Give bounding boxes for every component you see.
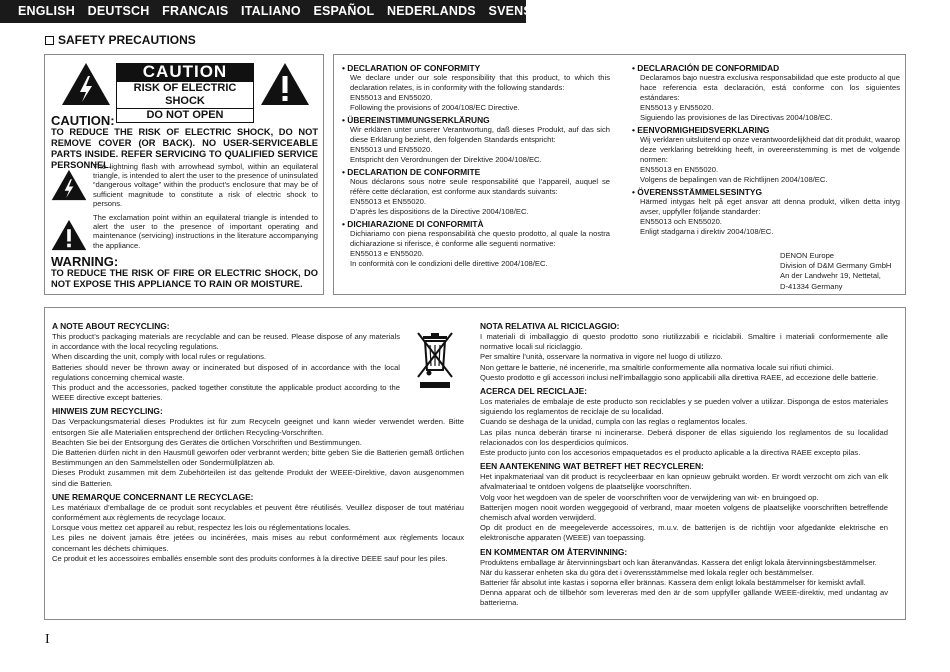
conformity-block — [632, 125, 900, 185]
recycling-text: I materiali di imballaggio di questo prodotto sono riutilizzabili e riciclabili. Smaltire i materiali conformemente alle normative locali sul riciclaggio. Per smaltire l’unità, osservare la normativa in vigore nel luogo di utilizzo. Non gettare le batterie, né incenerirle, ma smaltirle conformemente alla normativa locale sui rifiuti chimici. Questo prodotto e gli accessori inclusi nell’imballaggio sono applicabili alla direttiva RAEE, ad eccezione delle batterie. — [480, 332, 888, 382]
recycling-heading: NOTA RELATIVA AL RICICLAGGIO: — [480, 321, 620, 331]
recycling-heading: UNE REMARQUE CONCERNANT LE RECYCLAGE: — [52, 491, 254, 502]
conformity-text: Declaramos bajo nuestra exclusiva responsabilidad que este producto al que hace referencia esta declaración, está conforme con los siguientes estándares: EN55013 y EN55020. Siguiendo las provisiones de las Directivas 2004/108/EC. — [640, 73, 900, 122]
caution-title: CAUTION: — [51, 113, 115, 128]
conformity-block — [632, 187, 900, 237]
caution-label-line2: DO NOT OPEN — [116, 109, 254, 123]
manufacturer-address: DENON Europe Division of D&M Germany GmbH An der Landwehr 19, Nettetal, D-41334 Germany — [780, 251, 892, 291]
caution-text: TO REDUCE THE RISK OF ELECTRIC SHOCK, DO NOT REMOVE COVER (OR BACK). NO USER-SERVICEABLE PARTS INSIDE. REFER SERVICING TO QUALIFIED SERVICE PERSONNEL. — [51, 127, 318, 170]
caution-panel — [44, 54, 324, 295]
conformity-block — [342, 63, 610, 113]
lightning-small-icon — [51, 169, 87, 201]
page-number: I — [45, 632, 50, 647]
conformity-text: Wir erklären unter unserer Verantwortung, daß dieses Produkt, auf das sich diese Erklärung bezieht, den folgenden Standards entspricht: EN55013 und EN55020. Entspricht den Verordnungen der Direktive 2004/108/EC. — [350, 125, 610, 164]
caution-label — [116, 63, 254, 123]
conformity-heading: • DECLARACIÓN DE CONFORMIDAD — [632, 63, 900, 73]
recycling-text: Produktens emballage är återvinningsbart och kan återanvändas. Kassera det enligt lokala återvinningsbestämmelser. När du kasserar enheten ska du göra det i överensstämmelse med lokala regler och bestämmelser. Batterier får absolut inte kastas i soporna eller brännas. Kassera dem enligt lokala bestämmelser för kemiskt avfall. Denna apparat och de tillbehör som levereras med den är de som uppfyller gällande WEEE-direktiv, med undantag av batterierna. — [480, 557, 888, 608]
conformity-heading: • ÖVERENSSTÄMMELSESINTYG — [632, 187, 900, 197]
recycling-block-sv — [480, 547, 888, 609]
lang-deutsch[interactable]: DEUTSCH — [87, 4, 150, 18]
lightning-description: The lightning flash with arrowhead symbol, within an equilateral triangle, is intended to alert the user to the presence of uninsulated “dangerous voltage” within the product’s enclosure that may be of sufficient magnitude to constitute a risk of electric shock to persons. — [93, 162, 318, 208]
conformity-column-left — [342, 61, 610, 271]
recycling-heading: HINWEIS ZUM RECYCLING: — [52, 406, 163, 417]
conformity-text: Nous déclarons sous notre seule responsabilité que l’appareil, auquel se réfère cette déclaration, est conforme aux standards suivants: EN55013 et EN55020. D’après les dispositions de la Directive 2004/108/EC. — [350, 177, 610, 216]
caution-label-head: CAUTION — [116, 63, 254, 81]
lang-nederlands[interactable]: NEDERLANDS — [387, 4, 476, 18]
caution-label-line1: RISK OF ELECTRIC SHOCK — [116, 81, 254, 109]
lang-italiano[interactable]: ITALIANO — [241, 4, 301, 18]
recycling-column-left — [52, 318, 464, 564]
recycling-text: Het inpakmateriaal van dit product is recycleerbaar en kan opnieuw gebruikt worden. Er wordt verzocht om zich van elk afvalmateriaal te ontdoen volgens de plaatselijke voorschriften. Volg voor het wegdoen van de speler de voorschriften voor de verwijdering van wit- en bruingoed op. Batterijen mogen nooit worden weggegooid of verbrand, maar moeten volgens de plaatselijke voorschriften betreffende chemisch afval worden verwijderd. Op dit product en de meegeleverde accessoires, m.u.v. de batterijen is de richtlijn voor afgedankte elektrische en elektronische apparaten (WEEE) van toepassing. — [480, 472, 888, 543]
conformity-block — [342, 115, 610, 165]
recycling-block-de — [52, 406, 464, 488]
conformity-column-right — [632, 61, 900, 239]
section-title-text: SAFETY PRECAUTIONS — [58, 33, 196, 47]
recycling-block-es — [480, 386, 888, 458]
conformity-heading: • ÜBEREINSTIMMUNGSERKLÄRUNG — [342, 115, 610, 125]
recycling-heading: A NOTE ABOUT RECYCLING: — [52, 321, 170, 331]
lightning-triangle-icon — [61, 62, 111, 106]
warning-text: TO REDUCE THE RISK OF FIRE OR ELECTRIC SHOCK, DO NOT EXPOSE THIS APPLIANCE TO RAIN OR MOISTURE. — [51, 268, 318, 289]
recycling-heading: EEN AANTEKENING WAT BETREFT HET RECYCLEREN: — [480, 461, 704, 472]
weee-bin-icon — [415, 330, 455, 390]
recycling-text: This product’s packaging materials are recyclable and can be reused. Please dispose of any materials in accordance with the local recycling regulations. When discarding the unit, comply with local rules or regulations. Batteries should never be thrown away or incinerated but disposed of in accordance with the local regulations concerning chemical waste. This product and the accessories, packed together constitute the applicable product according to the WEEE directive except batteries. — [52, 332, 400, 403]
conformity-block — [632, 63, 900, 123]
exclamation-small-icon — [51, 219, 87, 251]
recycling-block-en — [52, 321, 464, 403]
conformity-text: Härmed intygas helt på eget ansvar att denna produkt, vilken detta intyg avser, uppfyller följande standarder: EN55013 och EN55020. Enligt stadgarna i direktiv 2004/108/EC. — [640, 197, 900, 236]
lang-espanol[interactable]: ESPAÑOL — [313, 4, 375, 18]
section-title — [45, 33, 196, 47]
recycling-block-nl — [480, 461, 888, 543]
recycling-block-it — [480, 321, 888, 383]
lang-svenska[interactable]: SVENSKA — [488, 4, 551, 18]
conformity-text: Dichiariamo con piena responsabilità che questo prodotto, al quale la nostra dichiarazione si riferisce, è conforme alle seguenti normative: EN55013 e EN55020. In conformità con le condizioni delle direttive 2004/108/EC. — [350, 229, 610, 268]
lang-francais[interactable]: FRANCAIS — [162, 4, 229, 18]
recycling-heading: ACERCA DEL RECICLAJE: — [480, 386, 588, 397]
language-bar — [0, 0, 551, 23]
recycling-heading: EN KOMMENTAR OM ÅTERVINNING: — [480, 546, 628, 557]
conformity-heading: • DECLARATION OF CONFORMITY — [342, 63, 610, 73]
recycling-text: Les matériaux d’emballage de ce produit sont recyclables et peuvent être réutilisés. Veuillez disposer de tout matériau conformément aux règlements de recyclage locaux. Lorsque vous mettez cet appareil au rebut, respectez les lois ou réglementations locales. Les piles ne doivent jamais être jetées ou incinérées, mais mises au rebut conformément aux règlements locaux concernant les déchets chimiques. Ce produit et les accessoires emballés ensemble sont des produits conformes à la directive DEEE sauf pour les piles. — [52, 502, 464, 563]
recycling-text: Das Verpackungsmaterial dieses Produktes ist für zum Recyceln geeignet und kann wieder verwendet werden. Bitte entsorgen Sie alle Materialien entsprechend der örtlichen Recycling-Vorschriften. Beachten Sie bei der Entsorgung des Gerätes die örtlichen Vorschriften und Bestimmungen. Die Batterien dürfen nicht in den Hausmüll geworfen oder verbrannt werden; bitte geben Sie die Batterien gemäß örtlichen Bestimmungen an den Sammelstellen oder Sondermüllplätzen ab. Dieses Produkt zusammen mit dem Zubehörteilen ist das geltende Produkt der WEEE-Direktive, davon ausgenommen sind die Batterien. — [52, 417, 464, 488]
warning-title: WARNING: — [51, 254, 119, 269]
recycling-column-right — [480, 318, 888, 609]
checkbox-icon — [45, 36, 54, 45]
conformity-heading: • DECLARATION DE CONFORMITE — [342, 167, 610, 177]
recycling-panel — [44, 307, 906, 620]
conformity-text: Wij verklaren uitsluitend op onze verantwoordelijkheid dat dit produkt, waarop deze verklaring betrekking heeft, in overeenstemming is met de volgende normen: EN55013 en EN55020. Volgens de bepalingen van de Richtlijnen 2004/108/EC. — [640, 135, 901, 184]
exclamation-triangle-icon — [260, 62, 310, 106]
conformity-text: We declare under our sole responsibility that this product, to which this declaration relates, is in conformity with the following standards: EN55013 and EN55020. Following the provisions of 2004/108/EC Directive. — [350, 73, 610, 112]
conformity-block — [342, 219, 610, 269]
recycling-block-fr — [52, 492, 464, 564]
lang-english[interactable]: ENGLISH — [18, 4, 75, 18]
conformity-panel — [333, 54, 906, 295]
conformity-heading: • DICHIARAZIONE DI CONFORMITÀ — [342, 219, 610, 229]
recycling-text: Los materiales de embalaje de este producto son reciclables y se pueden volver a utilizar. Disponga de estos materiales siguiendo los reglamentos de reciclaje de su localidad. Cuando se deshaga de la unidad, cumpla con las reglas o reglamentos locales. Las pilas nunca deberán tirarse ni incinerarse. Deberá disponer de ellas siguiendo los reglamentos de su localidad relacionados con los desperdicios químicos. Este producto junto con los accesorios empaquetados es el producto aplicable a la directiva RAEE excepto pilas. — [480, 397, 888, 458]
conformity-heading: • EENVORMIGHEIDSVERKLARING — [632, 125, 900, 135]
conformity-block — [342, 167, 610, 217]
exclamation-description: The exclamation point within an equilateral triangle is intended to alert the user to the presence of important operating and maintenance (servicing) instructions in the literature accompanying the appliance. — [93, 213, 318, 250]
